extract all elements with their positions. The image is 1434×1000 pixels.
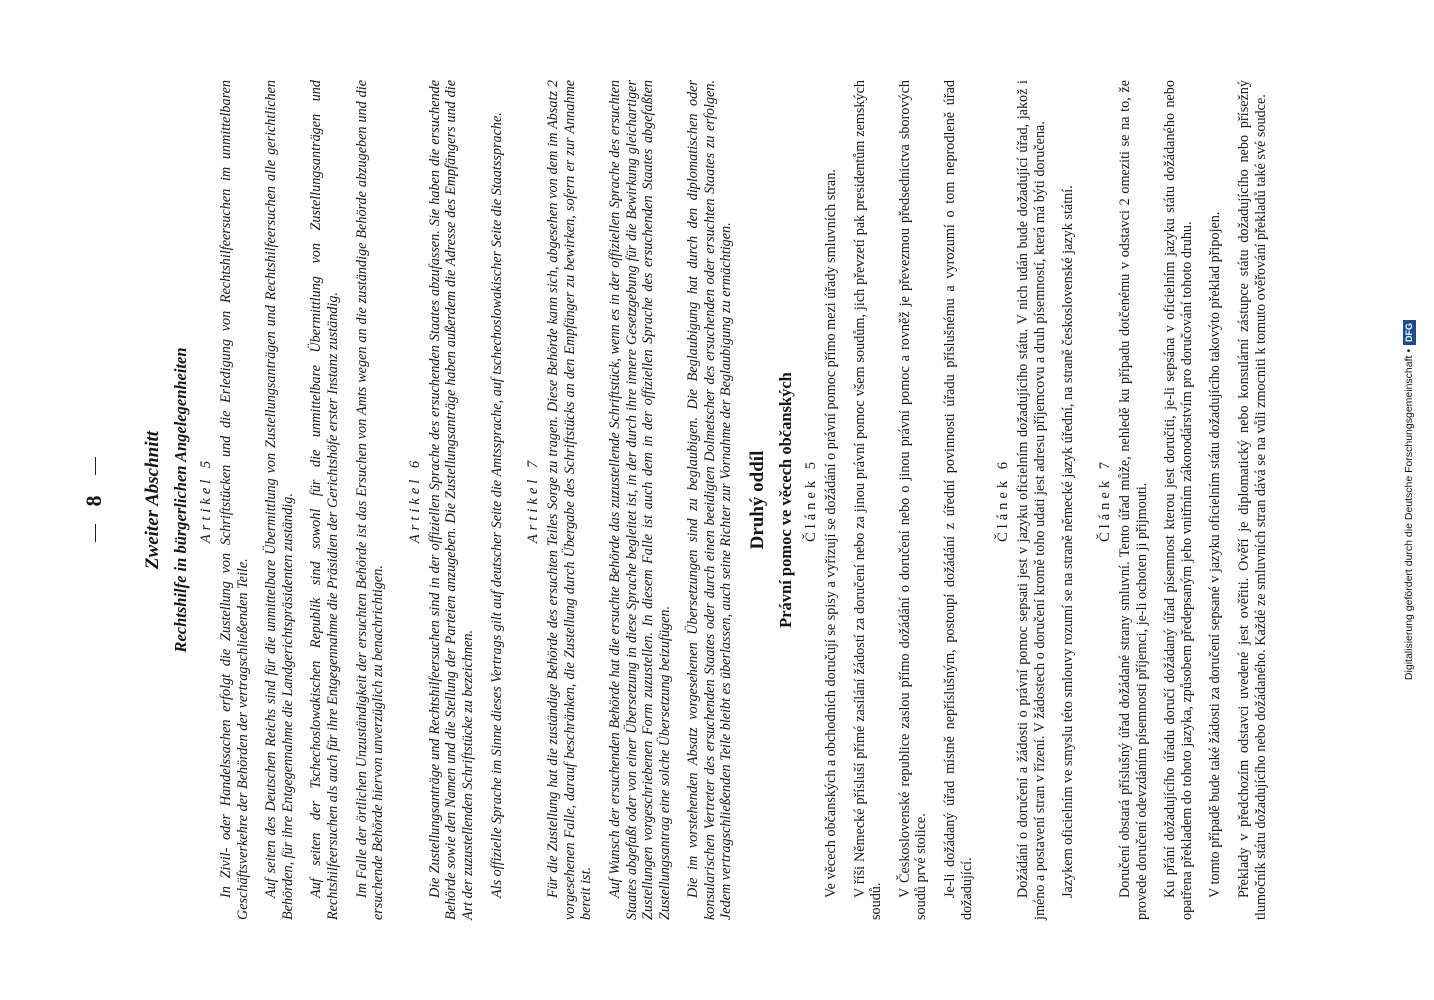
czech-article-7 — [1095, 80, 1269, 920]
paragraph: Auf seiten des Deutschen Reichs sind für die unmittelbare Übermittlung von Zustellungsanträgen und Rechtshilfeersuchen alle gerichtlichen Behörden, für ihre Entgegennahme die Landgerichtspräsidenten zuständig. — [263, 80, 296, 920]
article-heading: Článek 5 — [803, 458, 819, 542]
paragraph: Im Falle der örtlichen Unzuständigkeit der ersuchten Behörde ist das Ersuchen von Amts wegen an die zuständige Behörde abzugeben und die ersuchende Behörde hiervon unverzüglich zu benachrichtigen. — [353, 80, 387, 920]
paragraph: Als offizielle Sprache im Sinne dieses Vertrags gilt auf deutscher Seite die Amtssprache, auf tschechoslowakischer Seite die Staatssprache. — [488, 112, 505, 898]
czech-column — [745, 80, 1305, 920]
digitization-note — [1398, 30, 1420, 970]
paragraph: Doručení obstará příslušný úřad dožádané strany smluvní. Tento úřad může, nehledě ku případu dotčenému v odstavci 2 omeziti se na to, že provede doručení odevzdáním písemnosti příjemci, je-li ochoten ji přijmouti. — [1116, 80, 1150, 920]
german-article-7 — [523, 80, 735, 920]
paragraph: In Zivil- oder Handelssachen erfolgt die Zustellung von Schriftstücken und die Erledigung von Rechtshilfeersuchen im unmittelbaren Geschäftsverkehre der Behörden der vertragschließenden Teile. — [218, 80, 251, 920]
paragraph: Auf Wunsch der ersuchenden Behörde hat die ersuchte Behörde das zuzustellende Schriftstück, wenn es in der offiziellen Sprache des ersuchten Staates abgefaßt oder von einer Übersetzung in diese Sprache begleitet ist, in der durch ihre innere Gesetzgebung für die Bewirkung gleichartiger Zustellungen vorgeschriebenen Form zuzustellen. In diesem Falle ist auch dem in der offiziellen Sprache des ersuchenden Staates abgefaßten Zustellungsantrag eine solche Übersetzung beizufügen. — [606, 80, 673, 920]
paragraph: Ku přání dožadujícího úřadu doručí dožádaný úřad písemnost kterou jest doručiti, je-li sepsána v oficielním jazyku státu dožádaného nebo opatřena překladem do tohoto jazyka, způsobem předepsaným jeho vnitřním zákonodárstvím pro doručování tohoto druhu. — [1162, 80, 1195, 920]
paragraph: V tomto případě bude také žádosti za doručení sepsané v jazyku oficielním státu dožadujícího takovýto překlad připojen. — [1207, 211, 1224, 898]
paragraph: Auf seiten der Tschechoslowakischen Republik sind sowohl für die unmittelbare Übermittlung von Zustellungsanträgen und Rechtshilfeersuchen als auch für ihre Entgegennahme die Präsidien der Gerichtshöfe erster Instanz zuständig. — [308, 80, 341, 920]
dash-left — [95, 525, 96, 543]
czech-section-subtitle: Právní pomoc ve věcech občanských — [776, 372, 795, 628]
article-heading: Artikel 5 — [198, 456, 214, 544]
german-section-subtitle: Rechtshilfe in bürgerlichen Angelegenheiten — [171, 347, 190, 653]
article-heading: Artikel 7 — [525, 456, 542, 544]
paragraph: Překlady v předchozím odstavci uvedené jest ověřiti. Ověří je diplomatický nebo konsulární zástupce státu dožadujícího nebo přísežný tlumočník státu dožadujícího nebo dožádaného. Každé ze smluvních stran dává se na vůli zmocniti k tomuto ověřování překladů také své soudce. — [1235, 80, 1269, 920]
article-heading: Článek 7 — [1096, 458, 1113, 542]
paragraph: Die Zustellungsanträge und Rechtshilfeersuchen sind in der offiziellen Sprache des ersuchenden Staates abzufassen. Sie haben die ersuchende Behörde sowie den Namen und die Stellung der Parteien anzugeben. Die Zustellungsanträge haben außerdem die Adresse des Empfängers und die Art der zuzustellenden Schriftstücke zu bezeichnen. — [426, 80, 476, 920]
paragraph: Dožádání o doručení a žádosti o právní pomoc sepsati jest v jazyku oficielním dožadujícího státu. V nich udán bude dožadující úřad, jakož i jméno a postavení stran v řízení. V žádostech o doručení kromě toho udati jest adresu příjemcovu a druh písemností, která má býti doručena. — [1015, 80, 1048, 920]
dash-right — [95, 458, 96, 476]
paragraph: Je-li dožádaný úřad místně nepříslušným, postoupí dožádání z úřední povinnosti úřadu příslušnému a vyrozumí o tom neprodleně úřad dožadující. — [941, 80, 975, 920]
german-section-title: Zweiter Abschnitt — [142, 430, 163, 570]
page-number-line — [74, 0, 114, 1000]
paragraph: Die im vorstehenden Absatz vorgesehenen Übersetzungen sind zu beglaubigen. Die Beglaubigung hat durch den diplomatischen oder konsularischen Vertreter des ersuchenden Staates oder durch einen beeidigten Dolmetscher des ersuchenden oder ersuchten Staates zu erfolgen. Jedem vertragschließenden Teile bleibt es überlassen, auch seine Richter zur Vornahme der Beglaubigung zu ermächtigen. — [685, 80, 735, 920]
paragraph: Jazykem oficielním ve smyslu této smlouvy rozumí se na straně německé jazyk úřední, na straně československé jazyk státní. — [1060, 185, 1077, 898]
paragraph: V říši Německé přísluší přímé zasílání žádostí za doručení nebo za jinou právní pomoc všem soudům, jich převzetí pak presidentům zemských soudů. — [851, 80, 885, 920]
czech-section-title: Druhý oddíl — [747, 450, 768, 550]
czech-article-6 — [993, 80, 1077, 920]
paragraph: V Československé republice zaslou přímo dožádání o doručení nebo o jinou právní pomoc a rovněž je převezmou předsednictva sborových soudů prvé stolice. — [896, 80, 930, 920]
paragraph: Für die Zustellung hat die zuständige Behörde des ersuchten Teiles Sorge zu tragen. Diese Behörde kann sich, abgesehen von dem im Absatz 2 vorgesehenen Falle, darauf beschränken, die Zustellung durch Übergabe des Schriftstücks an den Empfänger zu bewirken, sofern er zur Annahme bereit ist. — [545, 80, 595, 920]
article-heading: Článek 6 — [995, 458, 1012, 542]
page-number: 8 — [81, 493, 106, 507]
german-article-5 — [196, 80, 387, 920]
article-heading: Artikel 6 — [406, 456, 423, 544]
german-column — [140, 80, 735, 920]
dfg-logo: DFG — [1403, 320, 1416, 345]
german-article-6 — [405, 80, 505, 920]
digitization-text: Digitalisierung gefördert durch die Deutsche Forschungsgemeinschaft • — [1403, 348, 1415, 681]
czech-article-5 — [801, 80, 975, 920]
paragraph: Ve věcech občanských a obchodních doručují se spisy a vyřizují se dožádání o právní pomoc přímo mezi úřady smluvních stran. — [823, 169, 839, 898]
